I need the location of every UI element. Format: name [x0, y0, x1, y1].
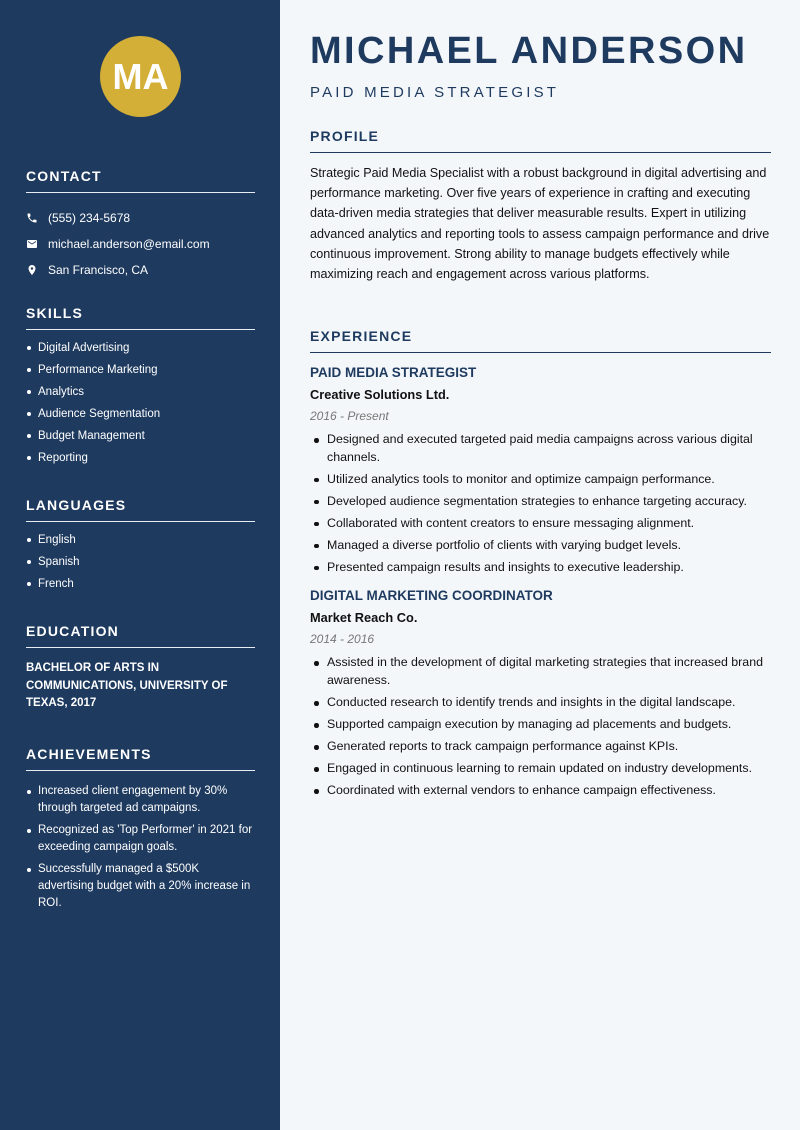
email-icon	[26, 238, 38, 250]
job-entry	[310, 365, 771, 576]
achievement-item: Recognized as 'Top Performer' in 2021 for exceeding campaign goals.	[26, 822, 255, 856]
job-bullet: Developed audience segmentation strategies to enhance targeting accuracy.	[310, 493, 771, 511]
education-section	[26, 623, 255, 713]
achievement-item: Successfully managed a $500K advertising budget with a 20% increase in ROI.	[26, 861, 255, 912]
job-dates: 2014 - 2016	[310, 632, 375, 647]
contact-phone	[26, 205, 255, 231]
job-dates: 2016 - Present	[310, 409, 389, 423]
skill-item: Audience Segmentation	[26, 403, 255, 425]
languages-heading: LANGUAGES	[26, 497, 255, 522]
job-bullet: Coordinated with external vendors to enhance campaign effectiveness.	[310, 782, 771, 800]
job-title: DIGITAL MARKETING COORDINATOR	[310, 588, 553, 604]
skills-heading: SKILLS	[26, 305, 255, 330]
achievements-section	[26, 746, 255, 917]
job-bullet: Engaged in continuous learning to remain updated on industry developments.	[310, 760, 771, 778]
sidebar	[0, 0, 280, 1130]
job-bullet: Collaborated with content creators to ensure messaging alignment.	[310, 515, 771, 533]
contact-heading: CONTACT	[26, 168, 255, 193]
email-text: michael.anderson@email.com	[48, 237, 210, 251]
job-bullet: Managed a diverse portfolio of clients with varying budget levels.	[310, 537, 771, 555]
achievement-item: Increased client engagement by 30% through targeted ad campaigns.	[26, 783, 255, 817]
profile-text: Strategic Paid Media Specialist with a robust background in digital advertising and performance marketing. Over five years of experience in crafting and executing data-driven media strategies that deliver measurable results. Expert in utilizing advanced analytics and reporting tools to assess campaign performance and drive continuous improvement. Strong ability to manage budgets effectively while maximizing reach and engagement across various platforms.	[310, 166, 770, 282]
location-pin-icon	[26, 264, 38, 276]
contact-section	[26, 168, 255, 283]
language-item: French	[26, 573, 255, 595]
education-heading: EDUCATION	[26, 623, 255, 648]
skill-item: Digital Advertising	[26, 337, 255, 359]
achievements-heading: ACHIEVEMENTS	[26, 746, 255, 771]
phone-icon	[26, 212, 38, 224]
profile-heading: PROFILE	[310, 128, 771, 153]
job-title: PAID MEDIA STRATEGIST	[310, 365, 477, 380]
contact-location	[26, 257, 255, 283]
skills-section	[26, 305, 255, 469]
profile-section	[310, 128, 771, 284]
job-company: Creative Solutions Ltd.	[310, 387, 450, 402]
skill-item: Analytics	[26, 381, 255, 403]
experience-section	[310, 328, 771, 805]
language-item: English	[26, 529, 255, 551]
skill-item: Performance Marketing	[26, 359, 255, 381]
skill-item: Budget Management	[26, 425, 255, 447]
language-item: Spanish	[26, 551, 255, 573]
job-bullet: Conducted research to identify trends and insights in the digital landscape.	[310, 694, 771, 712]
phone-text: (555) 234-5678	[48, 211, 131, 225]
avatar: MA	[100, 36, 181, 117]
skill-item: Reporting	[26, 447, 255, 469]
job-bullet: Utilized analytics tools to monitor and optimize campaign performance.	[310, 471, 771, 489]
candidate-title: PAID MEDIA STRATEGIST	[310, 84, 560, 101]
job-bullet: Presented campaign results and insights to executive leadership.	[310, 559, 771, 577]
languages-section	[26, 497, 255, 595]
job-entry	[310, 588, 771, 799]
contact-email	[26, 231, 255, 257]
job-bullet: Designed and executed targeted paid media campaigns across various digital channels.	[310, 431, 771, 466]
candidate-name: MICHAEL ANDERSON	[310, 30, 748, 72]
job-bullet: Supported campaign execution by managing ad placements and budgets.	[310, 716, 771, 734]
location-text: San Francisco, CA	[48, 263, 149, 277]
job-company: Market Reach Co.	[310, 610, 418, 626]
education-degree: BACHELOR OF ARTS IN COMMUNICATIONS, UNIVERSITY OF TEXAS, 2017	[26, 662, 228, 709]
job-bullet: Assisted in the development of digital marketing strategies that increased brand awareness.	[310, 654, 771, 689]
job-bullet: Generated reports to track campaign performance against KPIs.	[310, 738, 771, 756]
experience-heading: EXPERIENCE	[310, 328, 771, 353]
